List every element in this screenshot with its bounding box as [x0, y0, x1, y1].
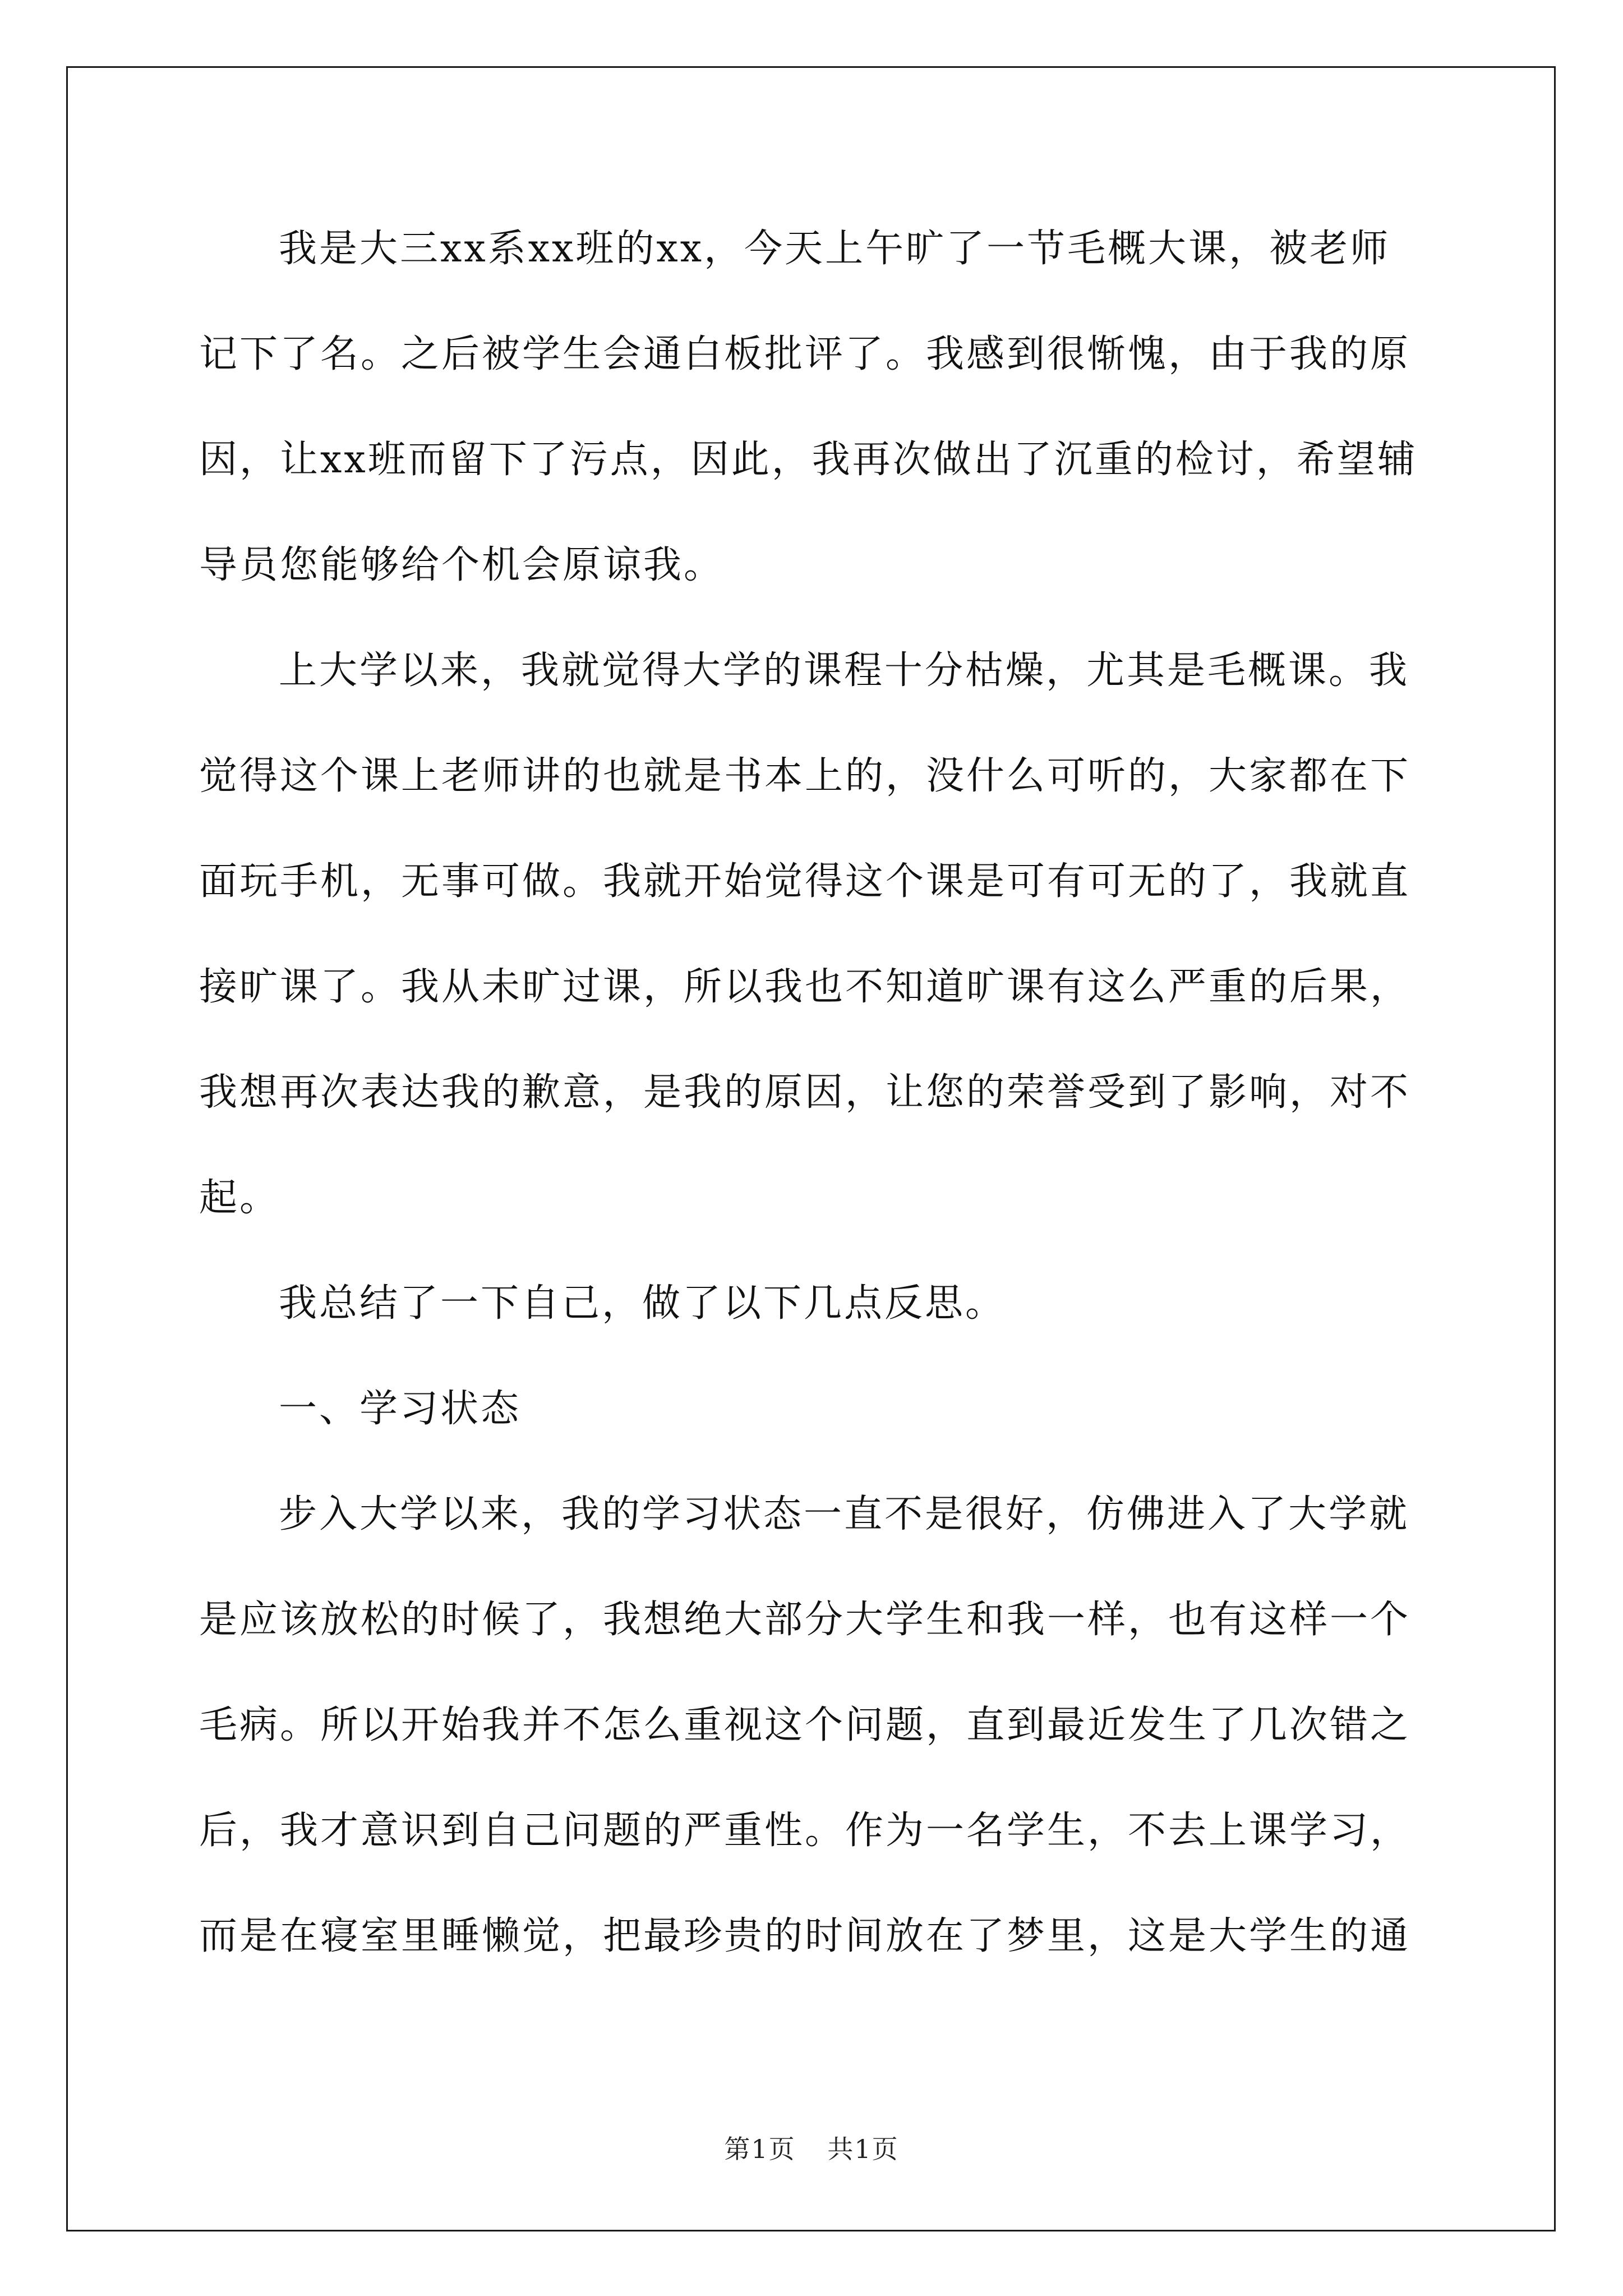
paragraph-2: 上大学以来，我就觉得大学的课程十分枯燥，尤其是毛概课。我觉得这个课上老师讲的也就是书本上的，没什么可听的，大家都在下面玩手机，无事可做。我就开始觉得这个课是可有可无的了，我就直接旷课了。我从未旷过课，所以我也不知道旷课有这么严重的后果，我想再次表达我的歉意，是我的原因，让您的荣誉受到了影响，对不起。 — [199, 648, 1411, 1220]
paragraph-4: 步入大学以来，我的学习状态一直不是很好，仿佛进入了大学就是应该放松的时候了，我想绝大部分大学生和我一样，也有这样一个毛病。所以开始我并不怎么重视这个问题，直到最近发生了几次错之后，我才意识到自己问题的严重性。作为一名学生，不去上课学习，而是在寝室里睡懒觉，把最珍贵的时间放在了梦里，这是大学生的通 — [199, 1492, 1411, 1958]
document-body — [199, 196, 1430, 1989]
paragraph-3: 我总结了一下自己，做了以下几点反思。 — [279, 1281, 1006, 1326]
page-total: 共1页 — [827, 2134, 899, 2164]
section-heading-1: 一、学习状态 — [279, 1387, 522, 1431]
page-footer — [0, 2129, 1623, 2166]
paragraph-1: 我是大三xx系xx班的xx，今天上午旷了一节毛概大课，被老师记下了名。之后被学生会通白板批评了。我感到很惭愧，由于我的原因，让xx班而留下了污点，因此，我再次做出了沉重的检讨，希望辅导员您能够给个机会原谅我。 — [199, 227, 1418, 587]
page-number: 第1页 — [724, 2134, 796, 2164]
